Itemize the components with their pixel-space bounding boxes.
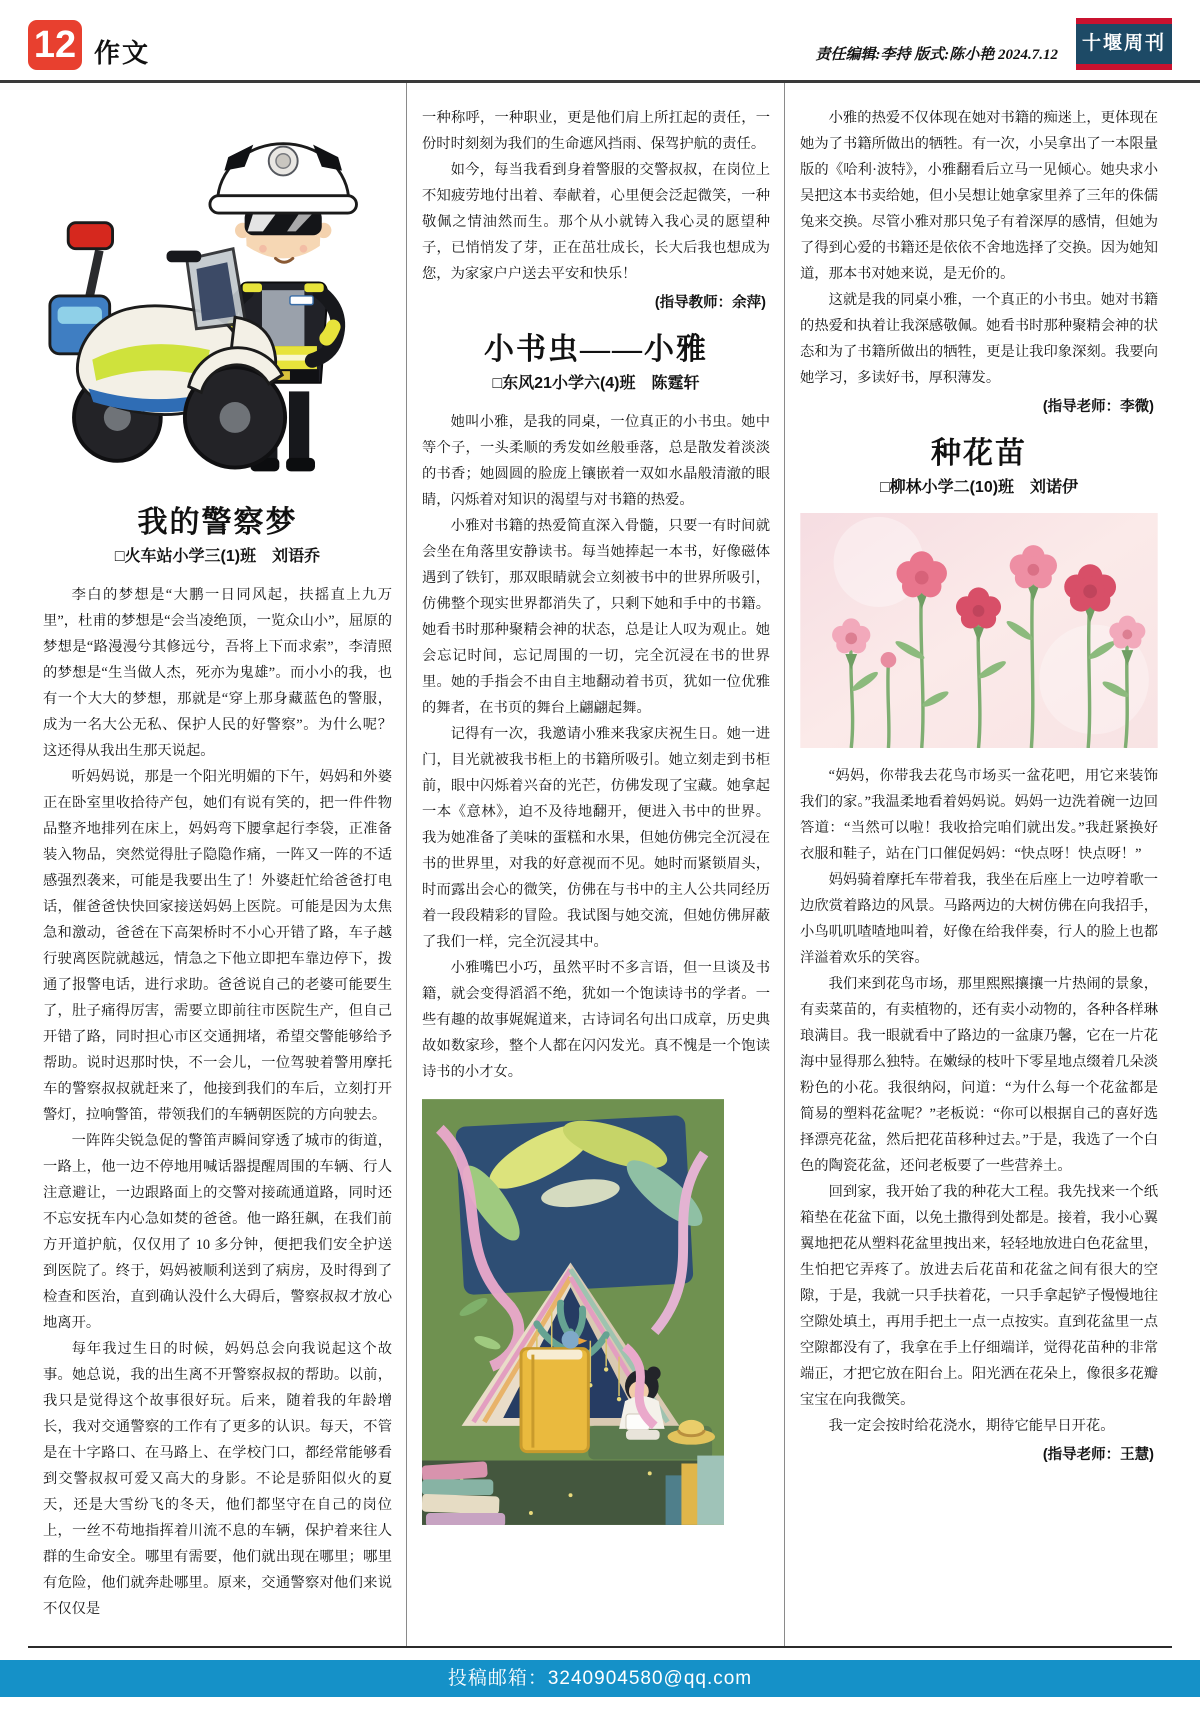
column-1	[28, 83, 406, 1646]
content-columns	[28, 83, 1172, 1648]
article-paragraph: 她叫小雅，是我的同桌，一位真正的小书虫。她中等个子，一头柔顺的秀发如丝般垂落，总是散发着淡淡的书香；她圆圆的脸庞上镶嵌着一双如水晶般清澈的眼睛，闪烁着对知识的渴望与对书籍的热爱。	[422, 414, 770, 508]
article-paragraph: 如今，每当我看到身着警服的交警叔叔，在岗位上不知疲劳地付出着、奉献着，心里便会泛起微笑，一种敬佩之情油然而生。那个从小就铸入我心灵的愿望种子，已悄悄发了芽，正在茁壮成长，长大后我也想成为您，为家家户户送去平安和快乐！	[422, 162, 770, 282]
article-paragraph: 我们来到花鸟市场，那里熙熙攘攘一片热闹的景象，有卖菜苗的，有卖植物的，还有卖小动物的，各种各样琳琅满目。我一眼就看中了路边的一盆康乃馨，它在一片花海中显得那么独特。在嫩绿的枝叶下零星地点缀着几朵淡粉色的小花。我很纳闷，问道：“为什么每一个花盆都是简易的塑料花盆呢？”老板说：“你可以根据自己的喜好选择漂亮花盆，然后把花苗移种过去。”于是，我选了一个白色的陶瓷花盆，还问老板要了一些营养土。	[800, 976, 1158, 1174]
article-paragraph: 李白的梦想是“大鹏一日同风起，扶摇直上九万里”，杜甫的梦想是“会当凌绝顶，一览众山小”，屈原的梦想是“路漫漫兮其修远兮，吾将上下而求索”，李清照的梦想是“生当做人杰，死亦为鬼雄”。而小小的我，也有一个大大的梦想，那就是“穿上那身藏蓝色的警服，成为一名大公无私、保护人民的好警察”。为什么呢？这还得从我出生那天说起。	[43, 587, 392, 759]
article-paragraph: 一阵阵尖锐急促的警笛声瞬间穿透了城市的街道，一路上，他一边不停地用喊话器提醒周围的车辆、行人注意避让，一边跟路面上的交警对接疏通道路，同时还不忘安抚车内心急如焚的爸爸。他一路狂飙，在我们前方开道护航，仅仅用了 10 多分钟，便把我们安全护送到医院了。终于，妈妈被顺利送到了病房，及时得到了检查和医治，直到确认没什么大碍后，警察叔叔才放心地离开。	[43, 1133, 392, 1331]
article-paragraph: 小雅对书籍的热爱简直深入骨髓，只要一有时间就会坐在角落里安静读书。每当她捧起一本书，好像磁体遇到了铁钉，那双眼睛就会立刻被书中的世界所吸引，仿佛整个现实世界都消失了，只剩下她和手中的书籍。她看书时那种聚精会神的状态，总是让人叹为观止。她会忘记时间，忘记周围的一切，完全沉浸在书的世界里。她的手指会不由自主地翻动着书页，犹如一位优雅的舞者，在书页的舞台上翩翩起舞。	[422, 518, 770, 716]
article-title-planting-flowers: 种花苗	[931, 437, 1027, 470]
article-paragraph: 听妈妈说，那是一个阳光明媚的下午，妈妈和外婆正在卧室里收拾待产包，她们有说有笑的，把一件件物品整齐地排列在床上，妈妈弯下腰拿起行李袋，正准备装入物品，突然觉得肚子隐隐作痛，一阵又一阵的不适感强烈袭来，可能是我要出生了！外婆赶忙给爸爸打电话，催爸爸快快回家接送妈妈上医院。可能是因为太焦急和激动，爸爸在下高架桥时不小心开错了路，车子越行驶离医院就越远，情急之下他立即把车靠边停下，拨通了报警电话，进行求助。爸爸说自己的老婆可能要生了，肚子痛得厉害，需要立即前往市医院生产，但自己开错了路，同时担心市区交通拥堵，希望交警能够给予帮助。说时迟那时快，不一会儿，一位驾驶着警用摩托车的警察叔叔就赶来了，他接到我们的车后，立刻打开警灯，拉响警笛，带领我们的车辆朝医院的方向驶去。	[43, 769, 392, 1123]
article-author: □柳林小学二(10)班 刘诺伊	[879, 479, 1079, 496]
article-paragraph: 这就是我的同桌小雅，一个真正的小书虫。她对书籍的热爱和执着让我深感敬佩。她看书时那种聚精会神的状态和为了书籍所做出的牺牲，更是让我印象深刻。我要向她学习，多读好书，厚积薄发。	[800, 292, 1158, 386]
article-author: □火车站小学三(1)班 刘语乔	[114, 548, 321, 565]
article-paragraph: 妈妈骑着摩托车带着我，我坐在后座上一边哼着歌一边欣赏着路边的风景。马路两边的大树仿佛在向我招手，小鸟叽叽喳喳地叫着，好像在给我伴奏，行人的脸上也都洋溢着欢乐的笑容。	[800, 872, 1158, 966]
page-header	[0, 0, 1200, 83]
article-paragraph: 我一定会按时给花浇水，期待它能早日开花。	[828, 1418, 1115, 1434]
article-paragraph: 一种称呼，一种职业，更是他们肩上所扛起的责任，一份时时刻刻为我们的生命遮风挡雨、保驾护航的责任。	[422, 110, 770, 152]
article-paragraph: 记得有一次，我邀请小雅来我家庆祝生日。她一进门，目光就被我书柜上的书籍所吸引。她立刻走到书柜前，眼中闪烁着兴奋的光芒，仿佛发现了宝藏。她拿起一本《意林》，迫不及待地翻开，便进入书中的世界。我为她准备了美味的蛋糕和水果，但她仿佛完全沉浸在书的世界里，对我的好意视而不见。她时而紧锁眉头，时而露出会心的微笑，仿佛在与书中的主人公共同经历着一段段精彩的冒险。我试图与她交流，但她仿佛屏蔽了我们一样，完全沉浸其中。	[422, 726, 770, 950]
masthead-bottom-bar	[1076, 64, 1172, 70]
editor-credit: 责任编辑:李持 版式:陈小艳 2024.7.12	[815, 47, 1058, 63]
section-label: 作文	[94, 38, 151, 68]
teacher-credit: (指导教师：余萍)	[654, 295, 766, 311]
article-paragraph: 每年我过生日的时候，妈妈总会向我说起这个故事。她总说，我的出生离不开警察叔叔的帮助。以前，我只是觉得这个故事很好玩。后来，随着我的年龄增长，我对交通警察的工作有了更多的认识。每天，不管是在十字路口、在马路上、在学校门口，都经常能够看到交警叔叔可爱又高大的身影。不论是骄阳似火的夏天，还是大雪纷飞的冬天，他们都坚守在自己的岗位上，一丝不苟地指挥着川流不息的车辆，保护着来往人群的生命安全。哪里有需要，他们就出现在哪里；哪里有危险，他们就奔赴哪里。原来，交通警察对他们来说不仅仅是	[43, 1341, 392, 1617]
teacher-credit: (指导老师：李微)	[1042, 399, 1154, 415]
teacher-credit: (指导老师：王慧)	[1042, 1447, 1154, 1463]
police-motorcycle-illustration	[43, 107, 392, 488]
reading-girl-illustration	[422, 1099, 770, 1530]
carnation-flowers-illustration	[800, 513, 1158, 753]
column-2	[406, 83, 784, 1646]
footer-bar	[0, 1660, 1200, 1697]
article-paragraph: 回到家，我开始了我的种花大工程。我先找来一个纸箱垫在花盆下面，以免土撒得到处都是。接着，我小心翼翼地把花从塑料花盆里拽出来，轻轻地放进白色花盆里，生怕把它弄疼了。放进去后花苗和花盆之间有很大的空隙，于是，我就一只手扶着花，一只手拿起铲子慢慢地往空隙处填土，再用手把土一点一点按实。直到花盆里一点空隙都没有了，我拿在手上仔细端详，觉得花苗种的非常端正，才把它放在阳台上。阳光洒在花朵上，像很多花瓣宝宝在向我微笑。	[800, 1184, 1158, 1408]
column-3	[784, 83, 1172, 1646]
submission-email: 投稿邮箱：3240904580@qq.com	[447, 1668, 753, 1689]
page-number-badge: 12	[28, 20, 82, 70]
article-paragraph: 小雅的热爱不仅体现在她对书籍的痴迷上，更体现在她为了书籍所做出的牺牲。有一次，小吴拿出了一本限量版的《哈利·波特》，小雅翻看后立马一见倾心。她央求小吴把这本书卖给她，但小吴想让她拿家里养了三年的侏儒兔来交换。尽管小雅对那只兔子有着深厚的感情，但她为了得到心爱的书籍还是依依不舍地选择了交换。因为她知道，那本书对她来说，是无价的。	[800, 110, 1158, 282]
masthead-logo	[1076, 18, 1172, 70]
article-paragraph: 小雅嘴巴小巧，虽然平时不多言语，但一旦谈及书籍，就会变得滔滔不绝，犹如一个饱读诗书的学者。一些有趣的故事娓娓道来，古诗词名句出口成章，历史典故如数家珍，整个人都在闪闪发光。真不愧是一个饱读诗书的小才女。	[422, 960, 770, 1080]
article-author: □东风21小学六(4)班 陈霆轩	[492, 375, 700, 392]
article-title-police-dream: 我的警察梦	[137, 506, 298, 539]
article-title-bookworm: 小书虫——小雅	[484, 333, 708, 366]
masthead-title: 十堰周刊	[1076, 24, 1172, 64]
article-paragraph: “妈妈，你带我去花鸟市场买一盆花吧，用它来装饰我们的家。”我温柔地看着妈妈说。妈妈一边洗着碗一边回答道：“当然可以啦！我收拾完咱们就出发。”我赶紧换好衣服和鞋子，站在门口催促妈妈：“快点呀！快点呀！”	[800, 768, 1158, 862]
